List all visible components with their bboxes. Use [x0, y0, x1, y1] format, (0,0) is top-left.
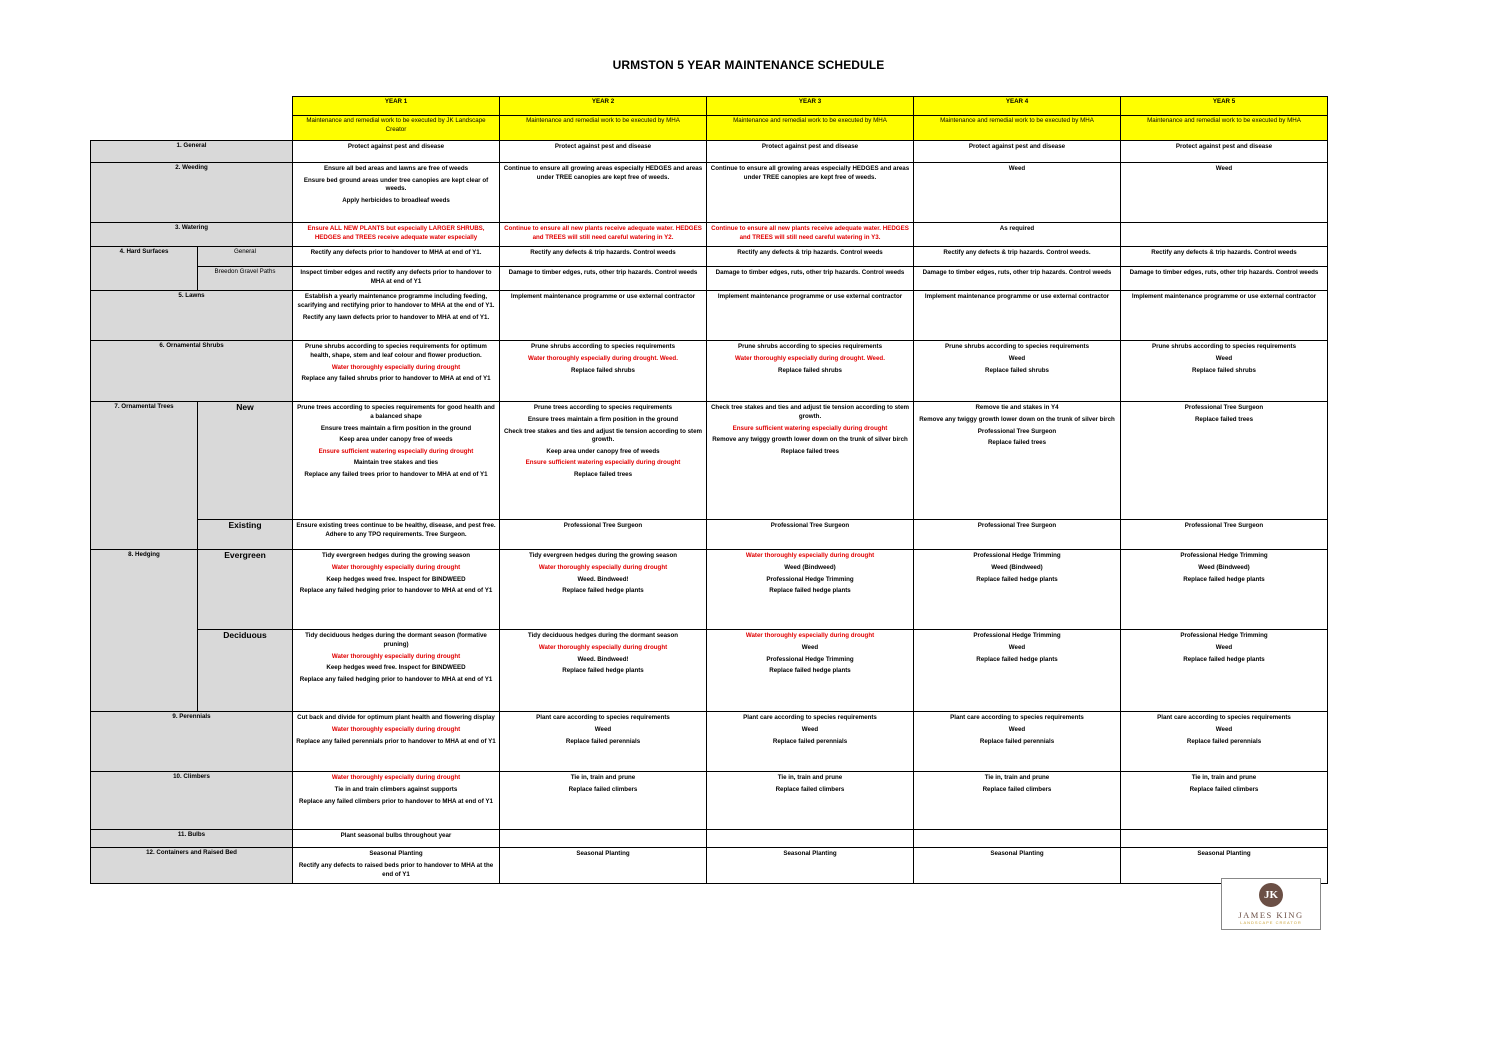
schedule-entry: Rectify any defects & trip hazards. Control weeds — [737, 249, 883, 257]
schedule-cell — [500, 223, 707, 247]
schedule-entry: Protect against pest and disease — [1175, 143, 1273, 150]
schedule-entry: Water thoroughly especially during drought — [331, 363, 461, 371]
row-hard-surfaces-gravel — [91, 267, 1328, 291]
schedule-entry: Water thoroughly especially during drought — [538, 643, 668, 651]
schedule-entry: Ensure trees maintain a firm position in the ground — [320, 424, 472, 432]
schedule-entry: Weed — [594, 725, 612, 733]
schedule-entry: Replace failed climbers — [568, 785, 638, 793]
schedule-cell — [707, 291, 914, 341]
schedule-entry: Implement maintenance programme or use external contractor — [924, 293, 1110, 301]
schedule-cell — [500, 830, 707, 848]
row-trees-existing — [91, 520, 1328, 550]
schedule-entry: Replace failed trees — [780, 447, 840, 455]
schedule-entry: Implement maintenance programme or use external contractor — [510, 293, 696, 301]
schedule-cell — [293, 402, 500, 520]
schedule-entry: Water thoroughly especially during drought — [745, 552, 875, 560]
schedule-entry: Water thoroughly especially during drought. Weed. — [528, 354, 678, 362]
schedule-entry: Seasonal Planting — [990, 850, 1044, 858]
schedule-cell — [500, 141, 707, 163]
schedule-entry: Weed — [1215, 725, 1233, 733]
subcategory-label: General — [198, 247, 293, 267]
schedule-cell — [707, 402, 914, 520]
schedule-entry: Tie in, train and prune — [984, 774, 1050, 782]
schedule-cell — [707, 223, 914, 247]
schedule-cell — [914, 630, 1121, 712]
schedule-entry: Protect against pest and disease — [761, 143, 859, 150]
schedule-entry: Replace any failed hedging prior to handover to MHA at end of Y1 — [299, 587, 493, 595]
schedule-cell — [293, 772, 500, 830]
category-label: 2. Weeding — [91, 163, 293, 223]
schedule-entry: Replace failed shrubs — [1192, 366, 1256, 374]
schedule-entry: Seasonal Planting — [576, 850, 630, 858]
schedule-entry: Plant care according to species requirements — [743, 714, 877, 722]
schedule-entry: Professional Hedge Trimming — [766, 655, 854, 663]
schedule-entry: Weed — [1008, 725, 1026, 733]
schedule-cell — [914, 402, 1121, 520]
schedule-entry: Remove any twiggy growth lower down on the trunk of silver birch — [712, 436, 908, 444]
schedule-cell — [293, 223, 500, 247]
schedule-entry: Weed — [801, 725, 819, 733]
company-logo — [1221, 878, 1321, 930]
schedule-entry: Professional Tree Surgeon — [563, 522, 643, 530]
schedule-entry: Plant care according to species requirements — [950, 714, 1084, 722]
schedule-cell — [1121, 550, 1328, 630]
schedule-cell — [293, 247, 500, 267]
schedule-cell — [1121, 267, 1328, 291]
subcategory-label: Evergreen — [198, 550, 293, 630]
row-lawns — [91, 291, 1328, 341]
category-label: 3. Watering — [91, 223, 293, 247]
schedule-cell — [1121, 712, 1328, 772]
schedule-cell — [500, 550, 707, 630]
schedule-cell — [707, 141, 914, 163]
schedule-entry: Weed — [1008, 354, 1026, 362]
schedule-entry: Tidy evergreen hedges during the growing season — [528, 552, 678, 560]
schedule-entry: Professional Tree Surgeon — [977, 522, 1057, 530]
row-hard-surfaces-general — [91, 247, 1328, 267]
page-title: URMSTON 5 YEAR MAINTENANCE SCHEDULE — [612, 58, 885, 72]
schedule-entry: Ensure trees maintain a firm position in the ground — [527, 415, 679, 423]
schedule-entry: Prune shrubs according to species requirements — [1151, 343, 1297, 351]
schedule-cell — [500, 630, 707, 712]
schedule-cell — [1121, 223, 1328, 247]
schedule-entry: Seasonal Planting — [1197, 850, 1251, 858]
logo-name: JAMES KING — [1238, 910, 1304, 920]
schedule-entry: Weed — [1008, 643, 1026, 651]
schedule-entry: Inspect timber edges and rectify any defects prior to handover to MHA at end of Y1 — [300, 269, 492, 285]
schedule-entry: Check tree stakes and ties and adjust tie tension according to stem growth. — [710, 404, 910, 420]
schedule-cell — [914, 772, 1121, 830]
row-climbers — [91, 772, 1328, 830]
schedule-entry: Damage to timber edges, ruts, other trip hazards. Control weeds — [715, 269, 905, 277]
schedule-entry: Continue to ensure all growing areas especially HEDGES and areas under TREE canopies are kept free of weeds. — [710, 165, 910, 181]
schedule-entry: Prune trees according to species requirements for good health and a balanced shape — [297, 404, 495, 420]
schedule-entry: Water thoroughly especially during drought. Weed. — [735, 354, 885, 362]
schedule-cell — [1121, 402, 1328, 520]
schedule-entry: Weed (Bindweed) — [991, 563, 1043, 571]
category-label: 8. Hedging — [91, 550, 198, 712]
year-3-executor: Maintenance and remedial work to be executed by MHA — [707, 116, 914, 141]
schedule-entry: Prune shrubs according to species requirements — [944, 343, 1090, 351]
schedule-cell — [1121, 163, 1328, 223]
schedule-entry: Tie in, train and prune — [1191, 774, 1257, 782]
schedule-entry: Keep area under canopy free of weeds — [339, 436, 453, 444]
schedule-entry: Damage to timber edges, ruts, other trip hazards. Control weeds — [508, 269, 698, 277]
schedule-entry: Replace failed trees — [1194, 415, 1254, 423]
schedule-entry: Replace failed hedge plants — [562, 587, 644, 595]
schedule-entry: Maintain tree stakes and ties — [353, 459, 439, 467]
schedule-cell — [707, 848, 914, 884]
schedule-entry: Replace failed climbers — [1189, 785, 1259, 793]
schedule-entry: Water thoroughly especially during drought — [745, 632, 875, 640]
schedule-entry: Weed (Bindweed) — [1198, 563, 1250, 571]
schedule-entry: Rectify any defects prior to handover to MHA at end of Y1. — [310, 249, 482, 257]
schedule-entry: Weed (Bindweed) — [784, 563, 836, 571]
schedule-entry: Professional Hedge Trimming — [973, 632, 1061, 640]
schedule-cell — [914, 291, 1121, 341]
schedule-entry: Remove any twiggy growth lower down on the trunk of silver birch — [919, 415, 1115, 423]
schedule-entry: Replace failed perennials — [772, 737, 848, 745]
schedule-entry: Replace any failed perennials prior to handover to MHA at end of Y1 — [296, 737, 496, 745]
schedule-entry: Prune shrubs according to species requirements — [737, 343, 883, 351]
schedule-entry: Weed. Bindweed! — [577, 655, 629, 663]
schedule-entry: Ensure sufficient watering especially during drought — [318, 447, 474, 455]
schedule-cell — [707, 550, 914, 630]
schedule-cell — [707, 163, 914, 223]
schedule-entry: Weed — [801, 643, 819, 651]
subcategory-label: Breedon Gravel Paths — [198, 267, 293, 291]
schedule-cell — [500, 341, 707, 402]
schedule-entry: Apply herbicides to broadleaf weeds — [342, 196, 450, 204]
schedule-cell — [293, 830, 500, 848]
schedule-cell — [500, 520, 707, 550]
schedule-entry: Plant care according to species requirements — [536, 714, 670, 722]
schedule-entry: Replace failed hedge plants — [976, 655, 1058, 663]
schedule-cell — [914, 712, 1121, 772]
schedule-entry: Professional Hedge Trimming — [973, 552, 1061, 560]
schedule-entry: Replace failed hedge plants — [976, 575, 1058, 583]
schedule-cell — [500, 848, 707, 884]
schedule-entry: Tie in and train climbers against supports — [334, 785, 458, 793]
schedule-entry: Plant seasonal bulbs throughout year — [340, 832, 452, 840]
schedule-entry: Check tree stakes and ties and adjust tie tension according to stem growth. — [503, 427, 703, 444]
schedule-entry: Replace failed trees — [987, 439, 1047, 447]
schedule-cell — [1121, 291, 1328, 341]
schedule-entry: Prune trees according to species requirements — [533, 404, 673, 412]
schedule-cell — [293, 341, 500, 402]
schedule-entry: Professional Hedge Trimming — [1180, 632, 1268, 640]
subcategory-label: Deciduous — [198, 630, 293, 712]
schedule-cell — [707, 772, 914, 830]
schedule-cell — [914, 141, 1121, 163]
category-label: 7. Ornamental Trees — [91, 402, 198, 550]
year-2-header: YEAR 2 — [500, 97, 707, 116]
schedule-entry: Tidy evergreen hedges during the growing season — [321, 552, 471, 560]
year-3-header: YEAR 3 — [707, 97, 914, 116]
schedule-entry: Protect against pest and disease — [968, 143, 1066, 150]
schedule-cell — [707, 247, 914, 267]
schedule-entry: Rectify any defects to raised beds prior to handover to MHA at the end of Y1 — [298, 861, 494, 878]
schedule-cell — [707, 630, 914, 712]
schedule-cell — [914, 550, 1121, 630]
logo-tagline: LANDSCAPE CREATOR — [1240, 920, 1302, 925]
schedule-entry: Replace failed hedge plants — [769, 667, 851, 675]
schedule-entry: Keep area under canopy free of weeds — [546, 447, 660, 455]
year-1-header: YEAR 1 — [293, 97, 500, 116]
year-5-header: YEAR 5 — [1121, 97, 1328, 116]
subcategory-label: New — [198, 402, 293, 520]
year-header-row — [91, 97, 1328, 116]
schedule-entry: Ensure existing trees continue to be healthy, disease, and pest free. Adhere to any TPO requirements. Tree Surgeon. — [296, 522, 496, 538]
schedule-entry: Replace failed trees — [573, 470, 633, 478]
schedule-entry: Weed. Bindweed! — [577, 575, 629, 583]
schedule-entry: Replace any failed trees prior to handover to MHA at end of Y1 — [304, 470, 488, 478]
schedule-entry: Water thoroughly especially during drought — [331, 652, 461, 660]
leaf-logo-icon: JK — [1259, 883, 1283, 907]
schedule-entry: Professional Tree Surgeon — [1184, 522, 1264, 530]
schedule-entry: Water thoroughly especially during drought — [331, 774, 461, 782]
schedule-cell — [707, 520, 914, 550]
schedule-entry: Professional Tree Surgeon — [977, 427, 1057, 435]
schedule-entry: Replace failed perennials — [979, 737, 1055, 745]
category-label: 1. General — [91, 141, 293, 163]
schedule-entry: Professional Tree Surgeon — [770, 522, 850, 530]
schedule-cell — [914, 830, 1121, 848]
schedule-entry: Weed — [1008, 165, 1026, 172]
schedule-entry: Rectify any lawn defects prior to handover to MHA at end of Y1. — [302, 313, 490, 321]
schedule-entry: Water thoroughly especially during drought — [331, 563, 461, 571]
schedule-cell — [293, 520, 500, 550]
schedule-entry: Damage to timber edges, ruts, other trip hazards. Control weeds — [1129, 269, 1319, 277]
schedule-cell — [1121, 341, 1328, 402]
schedule-cell — [293, 291, 500, 341]
schedule-cell — [914, 267, 1121, 291]
schedule-entry: Continue to ensure all growing areas especially HEDGES and areas under TREE canopies are kept free of weeds. — [503, 165, 703, 181]
schedule-entry: Prune shrubs according to species requirements for optimum health, shape, stem and leaf colour and flower production. — [305, 343, 487, 359]
row-hedging-evergreen — [91, 550, 1328, 630]
schedule-cell — [1121, 630, 1328, 712]
year-2-executor: Maintenance and remedial work to be executed by MHA — [500, 116, 707, 141]
schedule-entry: Rectify any defects & trip hazards. Control weeds — [530, 249, 676, 257]
schedule-entry: Continue to ensure all new plants receive adequate water. HEDGES and TREES will still need careful watering in Y2. — [504, 225, 702, 241]
row-shrubs — [91, 341, 1328, 402]
schedule-cell — [914, 247, 1121, 267]
schedule-entry: Replace failed perennials — [565, 737, 641, 745]
schedule-entry: Cut back and divide for optimum plant health and flowering display — [297, 714, 495, 722]
schedule-entry: Replace failed climbers — [982, 785, 1052, 793]
schedule-entry: Replace failed shrubs — [985, 366, 1049, 374]
schedule-entry: Implement maintenance programme or use external contractor — [717, 293, 903, 301]
year-5-executor: Maintenance and remedial work to be executed by MHA — [1121, 116, 1328, 141]
category-label: 5. Lawns — [91, 291, 293, 341]
schedule-cell — [1121, 772, 1328, 830]
schedule-cell — [293, 848, 500, 884]
blank-corner — [91, 97, 293, 141]
category-label: 11. Bulbs — [91, 830, 293, 848]
schedule-cell — [293, 163, 500, 223]
maintenance-schedule-table — [90, 96, 1328, 884]
schedule-entry: Ensure ALL NEW PLANTS but especially LARGER SHRUBS, HEDGES and TREES receive adequate water especially — [307, 225, 485, 241]
year-4-header: YEAR 4 — [914, 97, 1121, 116]
row-watering — [91, 223, 1328, 247]
schedule-entry: Ensure bed ground areas under tree canopies are kept clear of weeds. — [303, 176, 489, 193]
schedule-entry: Replace failed hedge plants — [1183, 655, 1265, 663]
schedule-entry: Tidy deciduous hedges during the dormant season (formative pruning) — [305, 632, 487, 648]
schedule-entry: Implement maintenance programme or use external contractor — [1131, 293, 1317, 301]
schedule-entry: Keep hedges weed free. Inspect for BINDWEED — [326, 664, 466, 672]
schedule-entry: Seasonal Planting — [369, 850, 423, 858]
schedule-cell — [914, 223, 1121, 247]
schedule-entry: Replace failed hedge plants — [769, 587, 851, 595]
schedule-entry: Plant care according to species requirements — [1157, 714, 1291, 722]
schedule-cell — [914, 520, 1121, 550]
schedule-cell — [914, 848, 1121, 884]
schedule-entry: Rectify any defects & trip hazards. Control weeds. — [943, 249, 1091, 257]
subcategory-label: Existing — [198, 520, 293, 550]
schedule-entry: Professional Hedge Trimming — [1180, 552, 1268, 560]
schedule-entry: Water thoroughly especially during drought — [331, 725, 461, 733]
schedule-entry: Damage to timber edges, ruts, other trip hazards. Control weeds — [922, 269, 1112, 277]
schedule-cell — [707, 341, 914, 402]
schedule-cell — [293, 630, 500, 712]
schedule-cell — [707, 712, 914, 772]
schedule-entry: Replace failed climbers — [775, 785, 845, 793]
row-containers — [91, 848, 1328, 884]
schedule-entry: Professional Hedge Trimming — [766, 575, 854, 583]
schedule-entry: Establish a yearly maintenance programme including feeding, scarifying and rectifying prior to handover to MHA at the end of Y1. — [297, 293, 495, 309]
schedule-cell — [500, 772, 707, 830]
category-label: 4. Hard Surfaces — [91, 247, 198, 291]
schedule-cell — [500, 267, 707, 291]
schedule-entry: Continue to ensure all new plants receive adequate water. HEDGES and TREES will still need careful watering in Y3. — [711, 225, 909, 241]
row-bulbs — [91, 830, 1328, 848]
schedule-entry: Weed — [1215, 643, 1233, 651]
schedule-cell — [1121, 247, 1328, 267]
schedule-cell — [1121, 520, 1328, 550]
schedule-entry: Replace any failed shrubs prior to handover to MHA at end of Y1 — [301, 375, 491, 383]
schedule-entry: Protect against pest and disease — [554, 143, 652, 150]
schedule-entry: Seasonal Planting — [783, 850, 837, 858]
schedule-entry: Ensure all bed areas and lawns are free of weeds — [323, 165, 469, 172]
schedule-cell — [500, 712, 707, 772]
schedule-entry: Replace failed perennials — [1186, 737, 1262, 745]
schedule-cell — [914, 341, 1121, 402]
schedule-cell — [1121, 141, 1328, 163]
schedule-entry: Replace any failed hedging prior to handover to MHA at end of Y1 — [299, 675, 493, 683]
schedule-cell — [707, 830, 914, 848]
schedule-entry: Replace failed shrubs — [778, 366, 842, 374]
schedule-entry: Replace failed shrubs — [571, 366, 635, 374]
schedule-cell — [293, 141, 500, 163]
schedule-entry: Replace failed hedge plants — [1183, 575, 1265, 583]
schedule-cell — [500, 402, 707, 520]
schedule-cell — [293, 550, 500, 630]
year-4-executor: Maintenance and remedial work to be executed by MHA — [914, 116, 1121, 141]
schedule-entry: Replace any failed climbers prior to handover to MHA at end of Y1 — [299, 797, 493, 805]
schedule-entry: Weed — [1215, 165, 1233, 172]
category-label: 6. Ornamental Shrubs — [91, 341, 293, 402]
schedule-entry: Remove tie and stakes in Y4 — [975, 404, 1059, 412]
row-hedging-deciduous — [91, 630, 1328, 712]
schedule-entry: As required — [999, 225, 1035, 232]
row-trees-new — [91, 402, 1328, 520]
row-general — [91, 141, 1328, 163]
schedule-entry: Professional Tree Surgeon — [1184, 404, 1264, 412]
row-weeding — [91, 163, 1328, 223]
year-1-executor: Maintenance and remedial work to be executed by JK Landscape Creator — [293, 116, 500, 141]
schedule-entry: Ensure sufficient watering especially during drought — [525, 459, 681, 467]
category-label: 10. Climbers — [91, 772, 293, 830]
schedule-entry: Replace failed hedge plants — [562, 667, 644, 675]
schedule-cell — [707, 267, 914, 291]
schedule-cell — [500, 291, 707, 341]
category-label: 12. Containers and Raised Bed — [91, 848, 293, 884]
schedule-cell — [293, 267, 500, 291]
schedule-entry: Weed — [1215, 354, 1233, 362]
row-perennials — [91, 712, 1328, 772]
schedule-entry: Ensure sufficient watering especially during drought — [732, 424, 888, 432]
schedule-cell — [1121, 830, 1328, 848]
schedule-entry: Tie in, train and prune — [570, 774, 636, 782]
schedule-entry: Rectify any defects & trip hazards. Control weeds — [1151, 249, 1297, 257]
schedule-entry: Tidy deciduous hedges during the dormant season — [527, 632, 679, 640]
schedule-entry: Protect against pest and disease — [347, 143, 445, 150]
schedule-entry: Tie in, train and prune — [777, 774, 843, 782]
schedule-entry: Keep hedges weed free. Inspect for BINDWEED — [326, 575, 466, 583]
schedule-cell — [914, 163, 1121, 223]
schedule-cell — [293, 712, 500, 772]
schedule-cell — [500, 247, 707, 267]
schedule-cell — [500, 163, 707, 223]
schedule-entry: Prune shrubs according to species requirements — [530, 343, 676, 351]
schedule-entry: Water thoroughly especially during drought — [538, 563, 668, 571]
category-label: 9. Perennials — [91, 712, 293, 772]
